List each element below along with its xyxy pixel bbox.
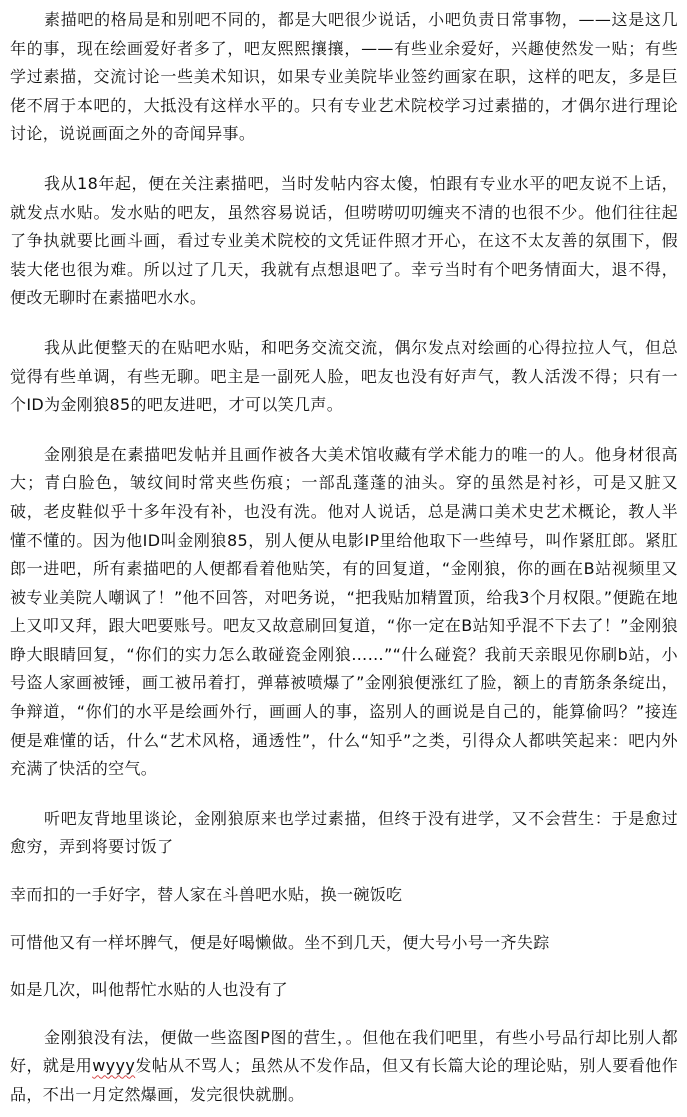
paragraph-4: 金刚狼是在素描吧发帖并且画作被各大美术馆收藏有学术能力的唯一的人。他身材很高大；青白脸色，皱纹间时常夹些伤痕；一部乱蓬蓬的油头。穿的虽然是衬衫，可是又脏又破，老皮鞋似乎十多年没有补，也没有洗。他对人说话，总是满口美术史艺术概论，教人半懂不懂的。因为他ID叫金刚狼85，别人便从电影IP里给他取下一些绰号，叫作紧肛郎。紧肛郎一进吧，所有素描吧的人便都看着他贴笑，有的回复道，“金刚狼，你的画在B站视频里又被专业美院人嘲讽了！”他不回答，对吧务说，“把我贴加精置顶，给我3个月权限。”便跪在地上又叩又拜，跟大吧要账号。吧友又故意刷回复道，“你一定在B站知乎混不下去了！”金刚狼睁大眼睛回复，“你们的实力怎么敢碰瓷金刚狼……”“什么碰瓷？我前天亲眼见你刷b站，小号盗人家画被锤，画工被吊着打，弹幕被喷爆了”金刚狼便涨红了脸，额上的青筋条条绽出，争辩道，“你们的水平是绘画外行，画画人的事，盗别人的画说是自己的，能算偷吗？”接连便是难懂的话，什么“艺术风格，通透性”，什么“知乎”之类，引得众人都哄笑起来：吧内外充满了快活的空气。 <box>10 444 678 779</box>
paragraph-8: 如是几次，叫他帮忙水贴的人也没有了 <box>10 980 288 1000</box>
paragraph-6: 幸而扣的一手好字，替人家在斗兽吧水贴，换一碗饭吃 <box>10 885 403 905</box>
paragraph-9-after: 发帖从不骂人；虽然从不发作品，但又有长篇大论的理论贴，别人要看他作品，不出一月定然爆画，发完很快就删。 <box>10 1056 678 1104</box>
paragraph-9-before: 金刚狼没有法，便做一些盗图P图的营生，。但他在我们吧里，有些小号品行却比别人都好，就是用 <box>10 1027 678 1076</box>
paragraph-9 <box>10 1024 678 1110</box>
paragraph-1: 素描吧的格局是和别吧不同的，都是大吧很少说话，小吧负责日常事物，——这是这几年的事，现在绘画爱好者多了，吧友熙熙攘攘，——有些业余爱好，兴趣使然发一贴；有些学过素描，交流讨论一些美术知识，如果专业美院毕业签约画家在职，这样的吧友，多是巨佬不屑于本吧的，大抵没有这样水平的。只有专业艺术院校学习过素描的，才偶尔进行理论讨论，说说画面之外的奇闻异事。 <box>10 10 678 144</box>
spellcheck-marked-word: wyyy <box>92 1056 136 1076</box>
paragraph-7: 可惜他又有一样坏脾气，便是好喝懒做。坐不到几天，便大号小号一齐失踪 <box>10 932 550 952</box>
paragraph-5: 听吧友背地里谈论，金刚狼原来也学过素描，但终于没有进学，又不会营生：于是愈过愈穷，弄到将要讨饭了 <box>10 808 678 857</box>
document-body <box>10 6 678 1110</box>
paragraph-2: 我从18年起，便在关注素描吧，当时发帖内容太傻，怕跟有专业水平的吧友说不上话，就发点水贴。发水贴的吧友，虽然容易说话，但唠唠叨叨缠夹不清的也很不少。他们往往起了争执就要比画斗画，看过专业美术院校的文凭证件照才开心，在这不太友善的氛围下，假装大佬也很为难。所以过了几天，我就有点想退吧了。幸亏当时有个吧务情面大，退不得，便改无聊时在素描吧水水。 <box>10 173 678 308</box>
paragraph-3: 我从此便整天的在贴吧水贴，和吧务交流交流，偶尔发点对绘画的心得拉拉人气，但总觉得有些单调，有些无聊。吧主是一副死人脸，吧友也没有好声气，教人活泼不得；只有一个ID为金刚狼85的吧友进吧，才可以笑几声。 <box>10 337 678 415</box>
